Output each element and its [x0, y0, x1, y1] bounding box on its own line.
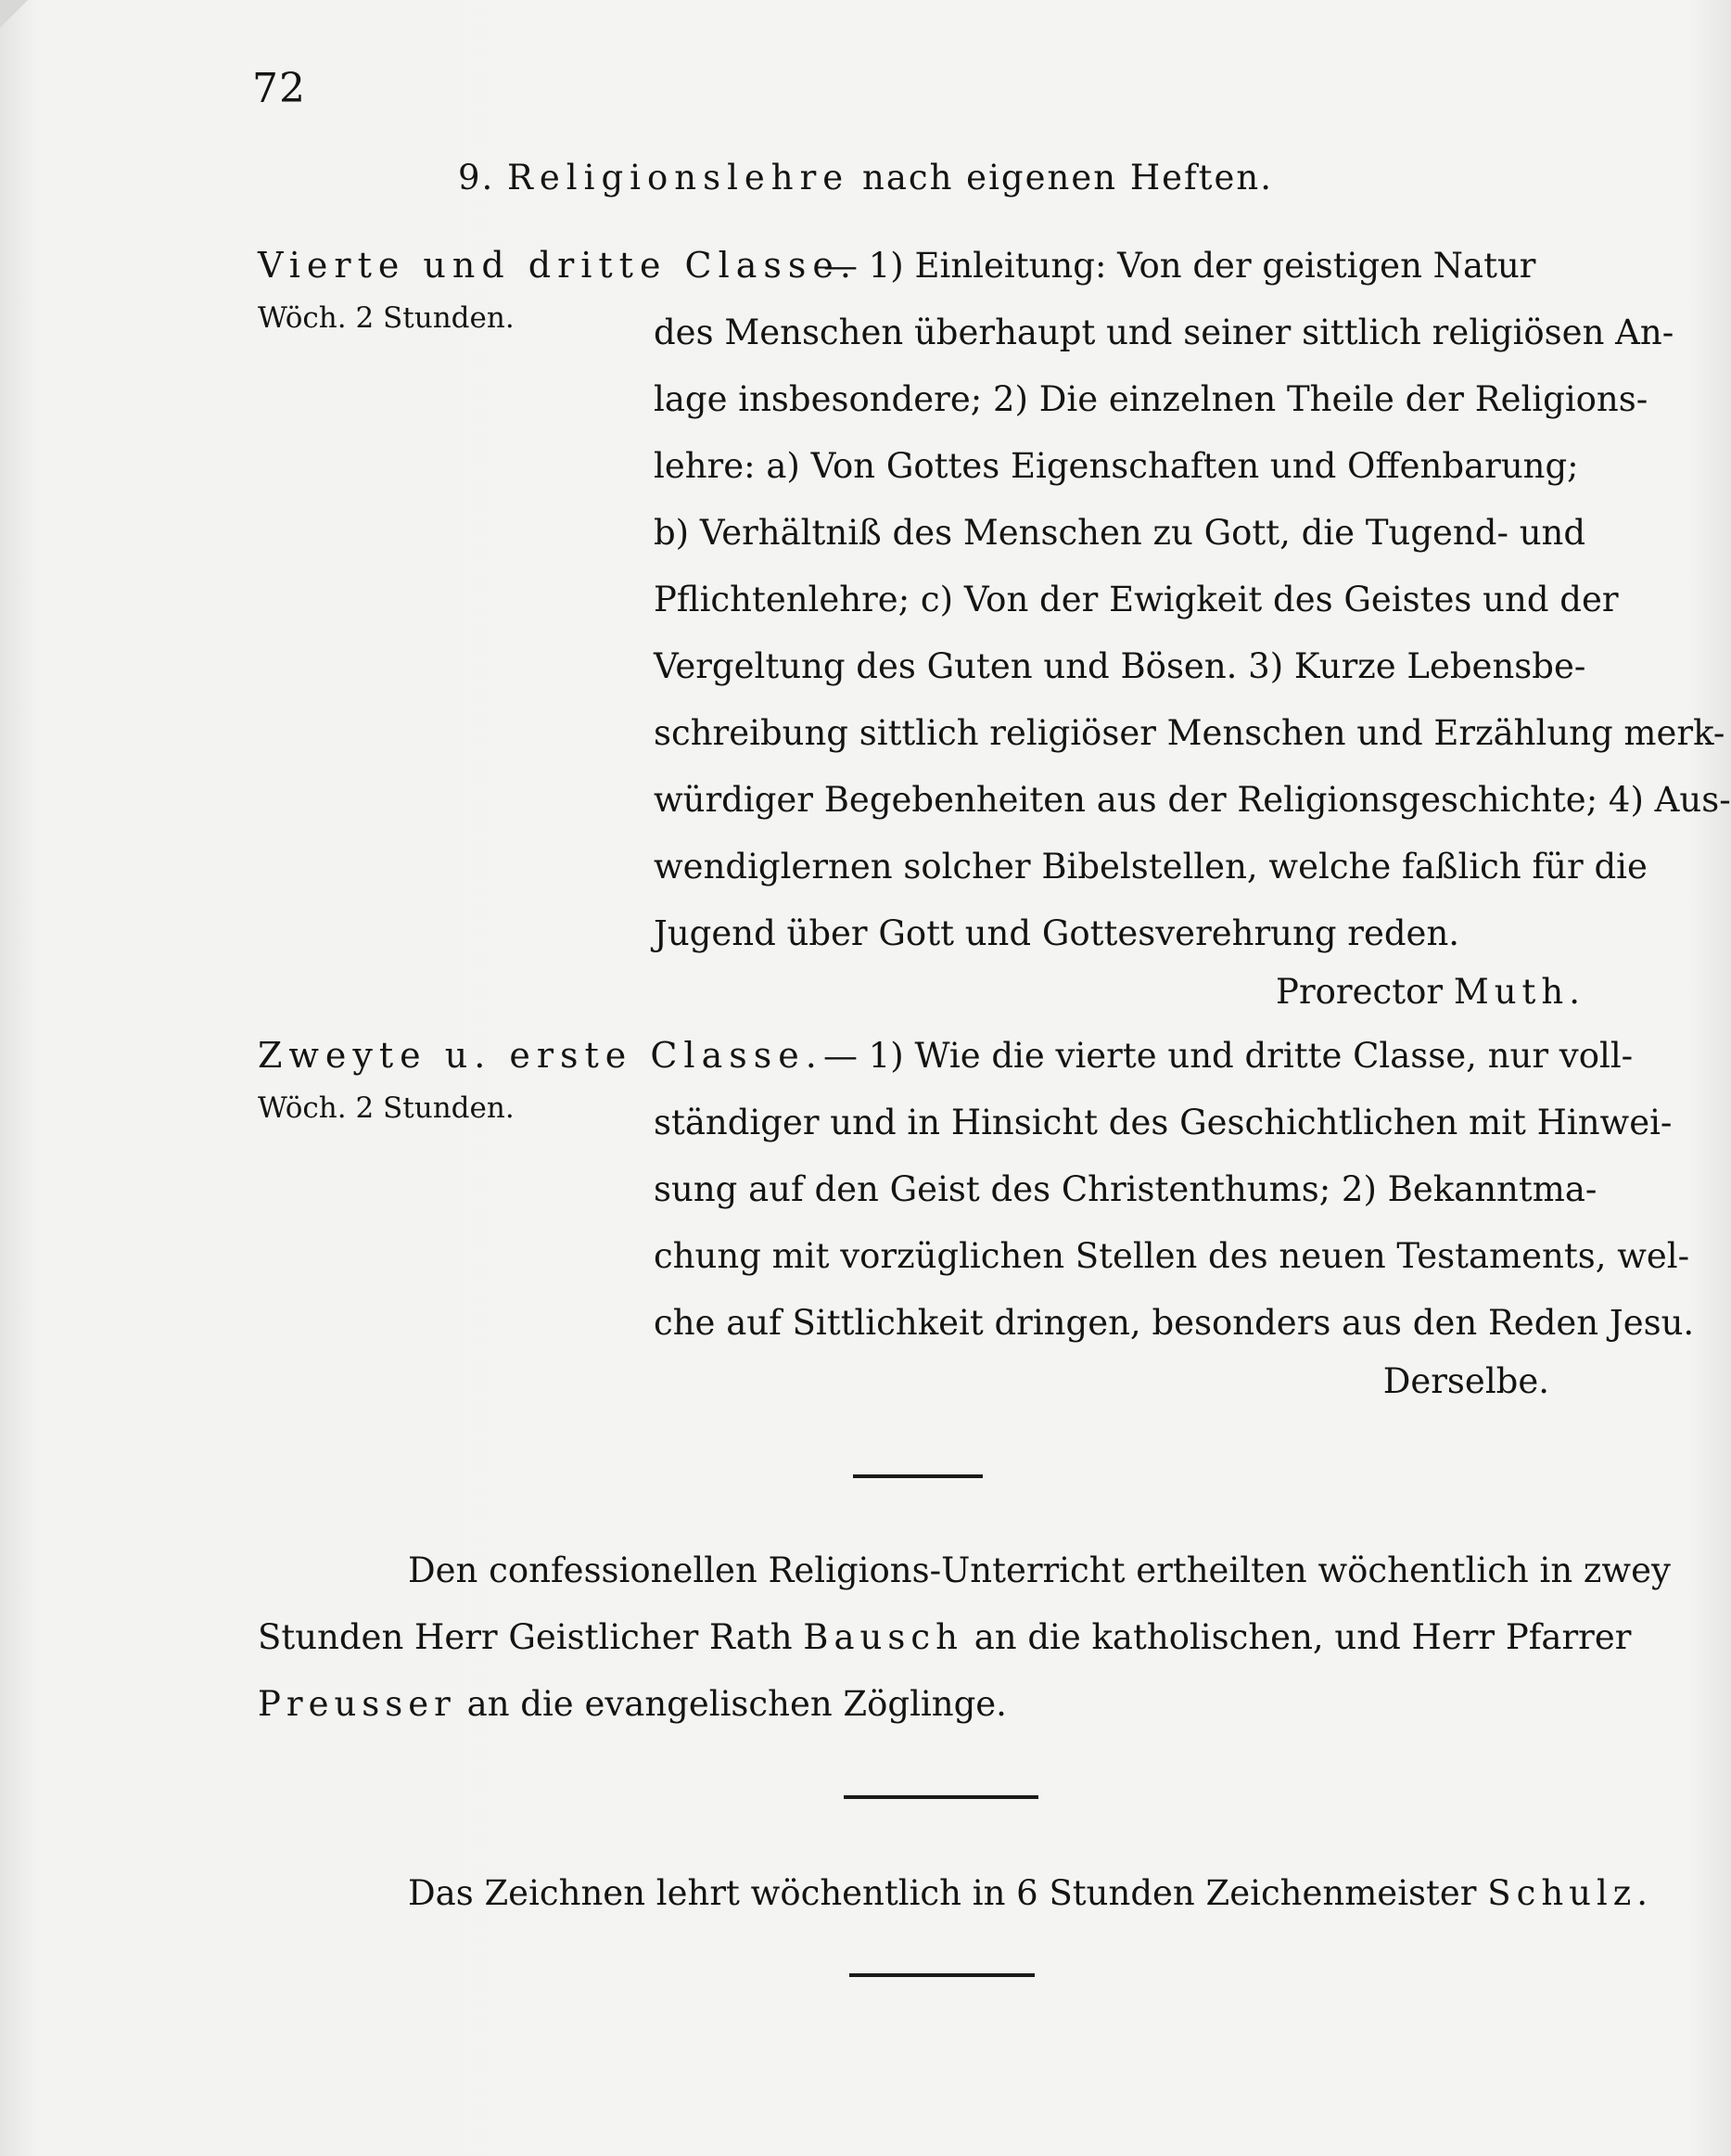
paragraph-line	[258, 1617, 1631, 1657]
body-line: schreibung sittlich religiöser Menschen und Erzählung merk-	[654, 713, 1725, 753]
body-line: sung auf den Geist des Christenthums; 2) Bekanntma-	[654, 1169, 1597, 1209]
name-schulz: Schulz.	[1487, 1873, 1654, 1913]
page-corner-fold	[0, 0, 28, 28]
paragraph-line: Den confessionellen Religions-Unterricht ertheilten wöchentlich in zwey	[408, 1550, 1671, 1590]
name-preusser: Preusser	[258, 1684, 456, 1724]
heading-title: Religionslehre	[507, 158, 850, 198]
body-line: ständiger und in Hinsicht des Geschichtlichen mit Hinwei-	[654, 1103, 1673, 1142]
signature-title: Prorector	[1276, 972, 1444, 1012]
class-label: Vierte und dritte Classe.	[258, 245, 858, 286]
section-divider	[853, 1474, 983, 1478]
class-heading-4-3	[258, 245, 858, 286]
body-line: che auf Sittlichkeit dringen, besonders aus den Reden Jesu.	[654, 1303, 1695, 1343]
body-line: lage insbesondere; 2) Die einzelnen Theile der Religions-	[654, 379, 1648, 419]
body-line: Pflichtenlehre; c) Von der Ewigkeit des Geistes und der	[654, 580, 1619, 619]
body-line: b) Verhältniß des Menschen zu Gott, die Tugend- und	[654, 513, 1586, 553]
name-bausch: Bausch	[803, 1617, 963, 1657]
body-line: Vergeltung des Guten und Bösen. 3) Kurze Lebensbe-	[654, 646, 1586, 686]
heading-rest: nach eigenen Heften.	[861, 158, 1274, 198]
signature-derselbe: Derselbe.	[1382, 1361, 1549, 1401]
section-divider	[849, 1973, 1035, 1977]
paragraph-line	[258, 1684, 1007, 1724]
signature-muth	[1276, 972, 1585, 1012]
body-line: Jugend über Gott und Gottesverehrung reden.	[654, 913, 1460, 953]
paragraph-text: an die evangelischen Zöglinge.	[466, 1684, 1007, 1724]
section-heading	[0, 158, 1731, 198]
heading-number: 9.	[457, 158, 495, 198]
drawing-note	[408, 1873, 1653, 1913]
page-number: 72	[252, 65, 306, 112]
body-line: wendiglernen solcher Bibelstellen, welche faßlich für die	[654, 847, 1648, 887]
weekly-hours-1: Wöch. 2 Stunden.	[258, 301, 515, 335]
body-line: lehre: a) Von Gottes Eigenschaften und Offenbarung;	[654, 446, 1579, 486]
body-line: würdiger Begebenheiten aus der Religionsgeschichte; 4) Aus-	[654, 780, 1731, 820]
body-line: chung mit vorzüglichen Stellen des neuen Testaments, wel-	[654, 1236, 1690, 1276]
body-line: des Menschen überhaupt und seiner sittlich religiösen An-	[654, 313, 1674, 352]
signature-name: Muth.	[1453, 972, 1585, 1012]
weekly-hours-2: Wöch. 2 Stunden.	[258, 1091, 515, 1125]
section-divider	[844, 1795, 1038, 1799]
class-heading-2-1	[258, 1035, 823, 1076]
drawing-text: Das Zeichnen lehrt wöchentlich in 6 Stunden Zeichenmeister	[408, 1873, 1477, 1913]
paragraph-text: an die katholischen, und Herr Pfarrer	[974, 1617, 1632, 1657]
body-line: — 1) Wie die vierte und dritte Classe, nur voll-	[823, 1036, 1634, 1076]
class-label: Zweyte u. erste Classe.	[258, 1035, 823, 1076]
body-line: — 1) Einleitung: Von der geistigen Natur	[823, 246, 1536, 286]
paragraph-text: Stunden Herr Geistlicher Rath	[258, 1617, 793, 1657]
